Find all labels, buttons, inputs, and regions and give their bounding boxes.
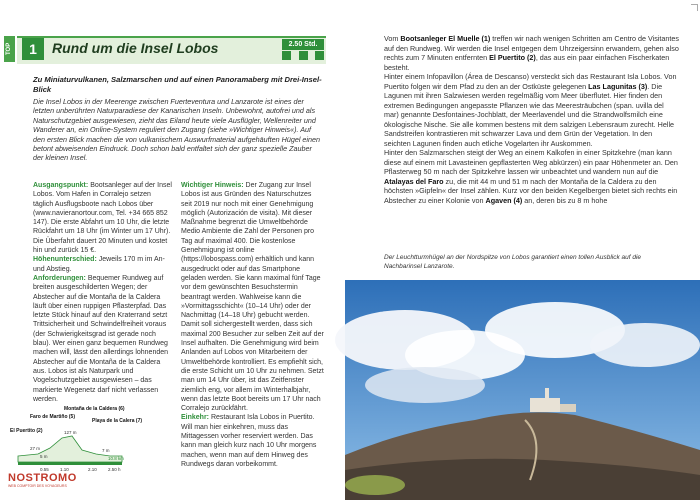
waypoint-name: Bootsanleger El Muelle (1) <box>400 34 491 43</box>
profile-label: El Puertito (2) <box>10 428 43 434</box>
profile-time: 2.10 <box>88 467 97 472</box>
profile-label: Faro de Martiño (5) <box>30 414 76 420</box>
tour-title: Rund um die Insel Lobos <box>52 40 219 56</box>
profile-label: Montaña de la Caldera (6) <box>64 406 125 412</box>
route-text: an, deren bis zu 8 m hohe <box>522 195 608 205</box>
profile-time: 1.10 <box>60 467 69 472</box>
waypoint-name: Atalayas del Faro <box>384 176 444 186</box>
route-text: zu, die mit 44 m und 51 m nach der Montaña de la Caldera zu den höchsten »Gipfeln« der Insel zählen. Kurz vor den beiden Kegelbergen bietet sich rechts ein Abstecher zu einer Kolonie von <box>384 176 678 205</box>
profile-elevation: 5 m <box>40 454 48 459</box>
info-column-2 <box>181 181 324 469</box>
route-text: , das aus ein paar einfachen Fischerkaten besteht. <box>384 53 670 72</box>
waypoint-name: El Puertito (2) <box>489 53 536 62</box>
lighthouse-photo <box>345 280 700 500</box>
cloud <box>365 367 485 403</box>
food-label: Einkehr: <box>181 414 210 422</box>
height-text: Jeweils 170 m im An- und Abstieg. <box>33 256 165 273</box>
crop-mark <box>691 4 698 11</box>
profile-elevation: 27 m <box>30 446 41 451</box>
note-label: Wichtiger Hinweis: <box>181 182 244 189</box>
route-text: Vom <box>384 34 401 43</box>
duration-badge: 2.50 Std. <box>282 39 324 50</box>
photo-caption: Der Leuchtturmhügel an der Nordspitze von Lobos garantiert einen tollen Ausblick auf die Nachbarinsel Lanzarote. <box>384 254 642 270</box>
profile-baseline <box>18 462 122 465</box>
route-description <box>384 34 680 205</box>
top-tab: TOP <box>4 36 15 62</box>
difficulty-icon <box>315 51 324 60</box>
profile-label: Playa de la Calera (7) <box>92 418 143 424</box>
height-label: Höhenunterschied: <box>33 256 97 264</box>
profile-elevation: 7 m <box>102 448 110 453</box>
shrub <box>345 475 405 495</box>
intro-paragraph: Die Insel Lobos in der Meerenge zwischen Fuerteventura und Lanzarote ist eines der letzten unberührten Naturparadiese der Kanarischen Inseln. Unbewohnt, autofrei und als Naturschutzgebiet ausgewiesen, zieht das Eiland heute viele Ausflügler, Wellenreiter und Wanderer an, ein Online-System reguliert den Zugang (siehe »Wichtiger Hinweis«). Auf den ersten Blick machen die von vulkanischem Auswurfmaterial aufgehäuften Hügel einen betont abweisenden Eindruck. Doch schon bald entfaltet sich der ganz spezielle Zauber der kleinen Insel. <box>33 97 320 163</box>
nostromo-logo <box>8 472 76 496</box>
elevation-profile <box>10 404 143 474</box>
route-text: . Die Lagunen mit ihren Salzwiesen werden regelmäßig vom Meer überflutet. Hier finden den extremen Bedingungen angepasste Pflanzen wie das Meeresträubchen (span. uvilla del mar) genannte Desfontaines-Jochblatt, der Meerlavendel und die Strandwolfsmilch eine ökologische Nische. Sie alle kommen bestens mit dem salzigen Lebensraum zurecht. Helle Sandstreifen kontrastieren mit schwarzer Lava und dem Grün der Vegetation. In den seichten Lagunen finden auch etliche Vogelarten ihr Auskommen. <box>384 81 675 148</box>
difficulty-icons <box>282 51 324 60</box>
difficulty-icon <box>282 51 291 60</box>
logo-subtitle: WEB COMPTOIR DES VOYAGEURS <box>8 484 67 488</box>
waypoint-name: Agaven (4) <box>485 195 523 205</box>
start-label: Ausgangspunkt: <box>33 182 89 189</box>
route-text: Hinter einem Infopavillon (Área de Descanso) versteckt sich das Restaurant Isla Lobos. Von Puertito folgen wir dem Pfad zu den an der Ostküste gelegenen <box>384 72 677 91</box>
route-text: Hinter den Salzmarschen steigt der Weg an einem Kalkofen in einer Spitzkehre (man kann diese auf einem mit Lavasteinen gepflasterten Weg abkürzen) ein paar Höhenmeter an. Den Pflasterweg 50 m nach der Spitzkehre lassen wir unbeachtet und wandern nun auf die <box>384 148 678 176</box>
left-page <box>0 0 344 500</box>
note-text: Der Zugang zur Insel Lobos ist aus Gründen des Naturschutzes seit 2019 nur noch mit einer Genehmigung möglich (Autorización de visita). Mit dieser Maßnahme begrenzt die Umweltbehörde Medio Ambiente die Zahl der Personen pro Tag auf maximal 400. Die kostenlose Genehmigung ist online (https://lobospass.com) erhältlich und kann ausgedruckt oder auf das Smartphone geladen werden. Sie kann maximal fünf Tage vor dem gewünschten Besuchstermin beantragt werden. Wahlweise kann die »Vormittagsschicht« (10–14 Uhr) oder der Nachmittag (14–18 Uhr) gebucht werden. Damit soll sichergestellt werden, dass sich maximal 200 Besucher zur selben Zeit auf der Insel aufhalten. Die Genehmigung wird beim Anlanden auf Lobos von Mitarbeitern der Umweltbehörde kontrolliert. Es empfiehlt sich, die erste Schicht um 10 Uhr zu nehmen. Setzt man um 14 Uhr über, ist das Zeitfenster ziemlich eng, vor allem im Winterhalbjahr, wenn das letzte Boot bereits um 17 Uhr nach Corralejo zurückfährt. <box>181 182 324 413</box>
profile-time: 0.55 <box>40 467 49 472</box>
profile-elevation: 127 m <box>64 430 77 435</box>
lead-paragraph: Zu Miniaturvulkanen, Salzmarschen und auf einen Panoramaberg mit Drei-Insel-Blick <box>33 75 322 94</box>
cloud <box>590 323 700 367</box>
food-text: Restaurant Isla Lobos in Puertito. Will man hier einkehren, muss das Mittagessen vorher reserviert werden. Das kann man gleich kurz nach 10 Uhr morgens machen, wenn man auf dem Hinweg des Rundwegs daran vorbeikommt. <box>181 414 317 468</box>
start-text: Bootsanleger auf der Insel Lobos. Vom Hafen in Corralejo setzen täglich Ausflugsboote nach Lobos über (www.navieranortour.com, Tel. +34 665 852 147). Die erste Abfahrt um 10 Uhr, die letzte Rückfahrt um 18 Uhr (im Winter um 17 Uhr). Die Überfahrt dauert 20 Minuten und kostet hin und zurück 15 €. <box>33 182 172 255</box>
profile-distance: 10.8 km <box>108 456 125 461</box>
profile-time: 2.50 h <box>108 467 121 472</box>
difficulty-icon <box>299 51 308 60</box>
logo-brand: NOSTROMO <box>8 472 77 484</box>
requirements-label: Anforderungen: <box>33 274 86 282</box>
requirements-text: Bequemer Rundweg auf breiten ausgeschilderten Wegen; der Abstecher auf die Montaña de la Caldera läuft über einen ruppigen Pflasterpfad. Das letzte Stück hinauf auf den Kraterrand setzt Trittsicherheit und Schwindelfreiheit voraus (der Schwierigkeitsgrad ist gerade noch blau). Wer einen ganz bequemen Rundweg machen will, lässt den allerdings lohnenden Abstecher auf die Montaña de la Caldera aus. Lobos ist als Naturpark und Vogelschutzgebiet ausgewiesen – das markierte Wegenetz darf nicht verlassen werden. <box>33 274 169 403</box>
tour-number-badge: 1 <box>22 38 44 60</box>
lighthouse-annex <box>560 404 576 412</box>
waypoint-name: Las Lagunitas (3) <box>588 81 648 91</box>
route-text: treffen wir nach wenigen Schritten am Centro de Visitantes auf den Rundweg. Wir werden die Insel entgegen dem Uhrzeigersinn erwandern, gehen also rechts zum 7 Minuten entfernten <box>384 34 679 62</box>
lighthouse-building <box>530 398 560 412</box>
info-column-1 <box>33 181 173 404</box>
